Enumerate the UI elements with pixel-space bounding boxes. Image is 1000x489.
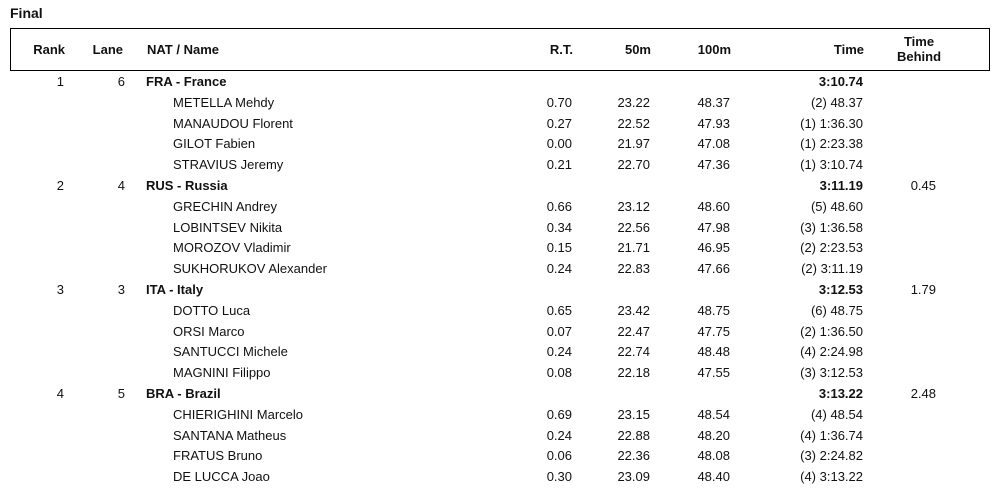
time-cell: (3) 2:24.82: [800, 448, 863, 464]
time-cell: (1) 1:36.30: [800, 115, 863, 131]
reaction-time-cell: 0.24: [546, 427, 572, 443]
time-cell: (3) 3:12.53: [800, 365, 863, 381]
name-cell: SANTUCCI Michele: [173, 344, 288, 360]
header-nat-name: NAT / Name: [147, 42, 219, 57]
split-100m-cell: 48.60: [697, 198, 730, 214]
name-cell: GILOT Fabien: [173, 136, 256, 152]
lane-cell: 5: [117, 385, 125, 401]
split-100m-cell: 47.66: [697, 261, 730, 277]
rank-cell: 3: [56, 281, 64, 297]
swimmer-row: [0, 342, 1000, 363]
name-cell: CHIERIGHINI Marcelo: [173, 406, 304, 422]
split-50m-cell: 22.74: [617, 344, 650, 360]
time-cell: 3:12.53: [818, 281, 863, 297]
time-cell: 3:11.19: [819, 177, 863, 193]
reaction-time-cell: 0.66: [546, 198, 572, 214]
split-50m-cell: 22.83: [617, 261, 650, 277]
time-cell: (5) 48.60: [810, 198, 863, 214]
split-100m-cell: 47.75: [697, 323, 730, 339]
split-50m-cell: 23.22: [617, 94, 650, 110]
header-time-behind-line2: Behind: [896, 49, 942, 64]
time-cell: (2) 2:23.53: [800, 240, 863, 256]
name-cell: DOTTO Luca: [173, 302, 251, 318]
name-cell: LOBINTSEV Nikita: [173, 219, 283, 235]
reaction-time-cell: 0.30: [546, 469, 572, 485]
lane-cell: 6: [117, 74, 125, 89]
header-50m: 50m: [624, 42, 651, 57]
reaction-time-cell: 0.65: [546, 302, 572, 318]
split-50m-cell: 22.88: [617, 427, 650, 443]
split-100m-cell: 47.55: [697, 365, 730, 381]
page-title: Final: [10, 5, 43, 21]
split-50m-cell: 22.47: [617, 323, 650, 339]
header-time-behind-line1: Time: [903, 34, 935, 49]
swimmer-row: [0, 93, 1000, 114]
swimmer-row: [0, 426, 1000, 447]
name-cell: MOROZOV Vladimir: [173, 240, 291, 256]
swimmer-row: [0, 405, 1000, 426]
split-50m-cell: 23.09: [617, 469, 650, 485]
split-100m-cell: 48.40: [697, 469, 730, 485]
reaction-time-cell: 0.27: [546, 115, 572, 131]
time-cell: (4) 1:36.74: [800, 427, 863, 443]
header-rank: Rank: [33, 42, 65, 57]
name-cell: ORSI Marco: [173, 323, 245, 339]
name-cell: FRA - France: [146, 74, 227, 89]
rank-cell: 2: [56, 177, 64, 193]
time-cell: (6) 48.75: [810, 302, 863, 318]
swimmer-row: [0, 134, 1000, 155]
name-cell: SUKHORUKOV Alexander: [173, 261, 327, 277]
results-table-header: [10, 28, 990, 71]
split-100m-cell: 48.75: [697, 302, 730, 318]
reaction-time-cell: 0.34: [546, 219, 572, 235]
split-100m-cell: 47.36: [697, 157, 730, 173]
name-cell: MANAUDOU Florent: [173, 115, 293, 131]
rank-cell: 1: [56, 74, 64, 89]
split-100m-cell: 47.08: [697, 136, 730, 152]
reaction-time-cell: 0.15: [546, 240, 572, 256]
time-cell: (2) 1:36.50: [800, 323, 863, 339]
split-100m-cell: 46.95: [697, 240, 730, 256]
reaction-time-cell: 0.24: [546, 261, 572, 277]
split-100m-cell: 48.20: [697, 427, 730, 443]
split-50m-cell: 22.52: [617, 115, 650, 131]
time-cell: (1) 3:10.74: [800, 157, 863, 173]
header-lane: Lane: [92, 42, 123, 57]
time-cell: (4) 48.54: [810, 406, 863, 422]
split-50m-cell: 22.56: [617, 219, 650, 235]
name-cell: DE LUCCA Joao: [173, 469, 270, 485]
name-cell: MAGNINI Filippo: [173, 365, 271, 381]
reaction-time-cell: 0.06: [546, 448, 572, 464]
team-row: [0, 280, 1000, 301]
time-cell: (4) 2:24.98: [800, 344, 863, 360]
time-behind-cell: 1.79: [910, 281, 936, 297]
header-100m: 100m: [697, 42, 731, 57]
time-cell: (2) 3:11.19: [801, 261, 863, 277]
team-row: [0, 72, 1000, 93]
team-row: [0, 176, 1000, 197]
split-50m-cell: 22.36: [617, 448, 650, 464]
swimmer-row: [0, 218, 1000, 239]
reaction-time-cell: 0.70: [546, 94, 572, 110]
reaction-time-cell: 0.69: [546, 406, 572, 422]
name-cell: RUS - Russia: [146, 177, 228, 193]
name-cell: FRATUS Bruno: [173, 448, 263, 464]
time-cell: (4) 3:13.22: [800, 469, 863, 485]
split-50m-cell: 23.15: [617, 406, 650, 422]
split-100m-cell: 48.48: [697, 344, 730, 360]
name-cell: BRA - Brazil: [146, 385, 221, 401]
split-50m-cell: 21.71: [617, 240, 650, 256]
time-cell: (3) 1:36.58: [800, 219, 863, 235]
swimmer-row: [0, 238, 1000, 259]
reaction-time-cell: 0.07: [546, 323, 572, 339]
swimmer-row: [0, 155, 1000, 176]
split-100m-cell: 47.98: [697, 219, 730, 235]
rank-cell: 4: [56, 385, 64, 401]
swimmer-row: [0, 446, 1000, 467]
time-cell: 3:10.74: [818, 74, 863, 89]
time-behind-cell: 2.48: [910, 385, 936, 401]
swimmer-row: [0, 197, 1000, 218]
name-cell: METELLA Mehdy: [173, 94, 275, 110]
time-behind-cell: 0.45: [910, 177, 936, 193]
name-cell: ITA - Italy: [146, 281, 204, 297]
reaction-time-cell: 0.00: [546, 136, 572, 152]
time-cell: 3:13.22: [818, 385, 863, 401]
name-cell: GRECHIN Andrey: [173, 198, 278, 214]
swimmer-row: [0, 322, 1000, 343]
split-100m-cell: 48.37: [697, 94, 730, 110]
split-50m-cell: 21.97: [617, 136, 650, 152]
swimmer-row: [0, 114, 1000, 135]
split-50m-cell: 23.42: [617, 302, 650, 318]
reaction-time-cell: 0.21: [546, 157, 572, 173]
reaction-time-cell: 0.24: [546, 344, 572, 360]
split-50m-cell: 22.70: [617, 157, 650, 173]
team-row: [0, 384, 1000, 405]
header-time: Time: [833, 42, 864, 57]
lane-cell: 3: [117, 281, 125, 297]
name-cell: SANTANA Matheus: [173, 427, 287, 443]
split-50m-cell: 23.12: [617, 198, 650, 214]
header-reaction-time: R.T.: [549, 42, 573, 57]
swimmer-row: [0, 259, 1000, 280]
reaction-time-cell: 0.08: [546, 365, 572, 381]
results-table-body: [0, 72, 1000, 488]
split-100m-cell: 47.93: [697, 115, 730, 131]
swimmer-row: [0, 467, 1000, 488]
split-100m-cell: 48.08: [697, 448, 730, 464]
split-50m-cell: 22.18: [617, 365, 650, 381]
swimmer-row: [0, 363, 1000, 384]
time-cell: (1) 2:23.38: [800, 136, 863, 152]
name-cell: STRAVIUS Jeremy: [173, 157, 284, 173]
lane-cell: 4: [117, 177, 125, 193]
swimmer-row: [0, 301, 1000, 322]
time-cell: (2) 48.37: [810, 94, 863, 110]
split-100m-cell: 48.54: [697, 406, 730, 422]
header-time-behind: [879, 34, 959, 64]
